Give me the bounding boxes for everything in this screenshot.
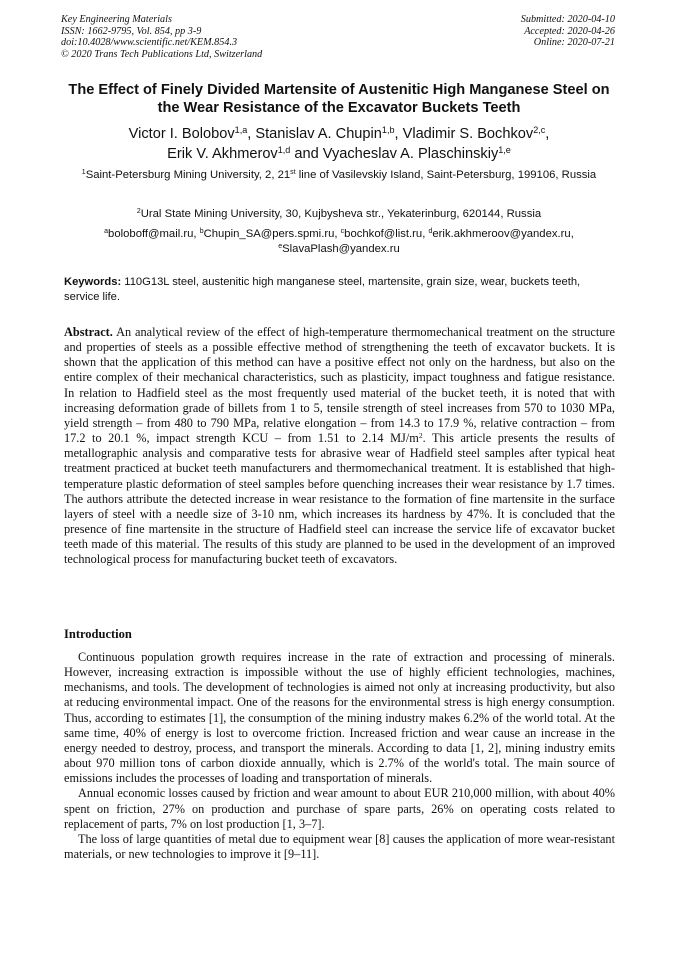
email-link[interactable]: boloboff@mail.ru — [108, 228, 194, 240]
keywords-text: 110G13L steel, austenitic high manganese steel, martensite, grain size, wear, buckets teeth, service life. — [64, 276, 581, 303]
journal-name: Key Engineering Materials — [61, 14, 172, 25]
affiliation-2 — [62, 207, 616, 222]
email-link[interactable]: bochkof@list.ru — [344, 228, 423, 240]
author-separator: , — [545, 126, 550, 142]
copyright-line: © 2020 Trans Tech Publications Ltd, Switzerland — [61, 48, 263, 60]
abstract-text: An analytical review of the effect of high-temperature thermomechanical treatment on the structure and properties of steels as a possible effective method of strengthening the teeth of excavator buckets. It is shown that the application of this method can have a positive effect not only on the hardness, but also on the entire complex of their mechanical characteristics, such as plasticity, impact toughness and fatigue resistance. In relation to Hadfield steel as the most frequently used material of the bucket teeth, it is noted that with increasing deformation grade of billets from 1 to 5, tensile strength of steel increases from 570 to 1030 MPa, yield strength – from 480 to 790 MPa, relative elongation – from 14.3 to 17.9 %, relative contraction – from 17.2 to 20.1 %, impact strength KCU – from 1.51 to 2.14 MJ/m — [64, 325, 615, 446]
author-separator: , — [394, 126, 403, 142]
keywords-block — [64, 275, 615, 305]
author-affiliation-mark: 1,e — [498, 145, 511, 156]
abstract-label: Abstract. — [64, 325, 113, 339]
email-link[interactable]: Chupin_SA@pers.spmi.ru — [203, 228, 335, 240]
affiliation-mark: 1 — [81, 169, 86, 177]
email-mark: e — [278, 243, 283, 251]
online-date: Online: 2020-07-21 — [533, 37, 615, 49]
submitted-date: Submitted: 2020-04-10 — [520, 14, 615, 25]
author-affiliation-mark: 1,b — [381, 125, 395, 136]
journal-header — [61, 14, 262, 60]
author-affiliation-mark: 1,a — [234, 125, 248, 136]
abstract-block — [64, 325, 615, 568]
author-affiliation-mark: 2,c — [533, 125, 546, 136]
affiliation-text: Saint-Petersburg Mining University, 2, 21 — [85, 169, 291, 181]
affiliation-1 — [62, 168, 616, 183]
email-mark: a — [104, 228, 109, 236]
doi-line: doi:10.4028/www.scientific.net/KEM.854.3 — [61, 37, 238, 49]
issn-line: ISSN: 1662-9795, Vol. 854, pp 3-9 — [61, 25, 202, 37]
author-affiliation-mark: 1,d — [277, 145, 291, 156]
keywords-label: Keywords: — [64, 276, 122, 288]
author-name: Vyacheslav A. Plaschinskiy — [322, 146, 499, 162]
author-name: Vladimir S. Bochkov — [402, 126, 534, 142]
dates-header — [521, 14, 615, 49]
affiliation-mark: 2 — [136, 208, 141, 216]
email-list: $^a$boloboff@mail.ru, $^b$Chupin_SA@pers.spmi.ru, $^c$bochkof@list.ru, $^d$erik.akhmeroov@yandex.ru, $^e$SlavaPlash@yandex.ru — [104, 228, 574, 255]
paragraph: The loss of large quantities of metal due to equipment wear [8] causes the application of more wear-resistant materials, or new technologies to improve it [9–11]. — [64, 831, 615, 862]
author-separator: , — [247, 126, 256, 142]
email-link[interactable]: erik.akhmeroov@yandex.ru — [432, 228, 571, 240]
email-mark: c — [340, 228, 345, 236]
introduction-heading: Introduction — [64, 627, 132, 641]
email-mark: d — [428, 228, 433, 236]
introduction-body — [64, 650, 615, 862]
paper-title: The Effect of Finely Divided Martensite of Austenitic High Manganese Steel on the Wear Resistance of the Excavator Buckets Teeth — [68, 82, 610, 117]
affiliation-text: line of Vasilevskiy Island, Saint-Petersburg, 199106, Russia — [295, 169, 597, 181]
affiliation-text: Ural State Mining University, 30, Kujbysheva str., Yekaterinburg, 620144, Russia — [140, 208, 542, 220]
author-name: Erik V. Akhmerov — [167, 146, 278, 162]
paragraph: Continuous population growth requires increase in the rate of extraction and processing of minerals. However, increasing extraction is impossible without the use of highly efficient technologies, machines, mechanisms, and tools. The development of technologies is aimed not only at increasing productivity, but also at reducing environmental impact. One of the reasons for the environmental stress is high energy consumption. Thus, according to estimates [1], the consumption of the mining industry makes 6.2% of the world total. At the same time, 40% of energy is lost to overcome friction. Increased friction and wear cause an increase in the energy needed to destroy, process, and transport the minerals. According to data [1, 2], mining industry emits about 970 million tons of carbon dioxide annually, which is 2.7% of the world's total. The main source of emissions includes the processes of loading and transportation of minerals. — [64, 650, 615, 786]
email-link[interactable]: SlavaPlash@yandex.ru — [282, 243, 400, 255]
author-name: Stanislav A. Chupin — [255, 126, 382, 142]
email-mark: b — [199, 228, 204, 236]
author-separator: and — [290, 146, 323, 162]
unit-superscript: 2 — [418, 431, 423, 441]
accepted-date: Accepted: 2020-04-26 — [524, 25, 615, 37]
ordinal-suffix: st — [290, 169, 296, 177]
paragraph: Annual economic losses caused by friction and wear amount to about EUR 210,000 million, with about 40% spent on friction, 27% on production and purchase of spare parts, 26% on operating costs related to replacement of parts, 7% on lost production [1, 3–7]. — [64, 786, 615, 831]
abstract-text: . This article presents the results of metallographic analysis and comparative tests for abrasive wear of Hadfield steel samples after typical heat treatment practiced at bucket teeth manufacturers and thermomechanical treatment. It is established that high-temperature plastic deformation of steel samples before quenching increases their wear resistance by 1.7 times. The authors attribute the detected increase in wear resistance to the formation of fine martensite in the surface layers of steel with a needle size of 3-10 nm, which increases its hardness by 47%. It is concluded that the presence of fine martensite in the structure of Hadfield steel can increase the service life of excavator bucket teeth made of this material. The results of this study are planned to be used in the development of an improved technological process for manufacturing bucket teeth of excavators. — [64, 431, 615, 567]
author-name: Victor I. Bolobov — [128, 126, 235, 142]
author-list — [58, 124, 620, 164]
